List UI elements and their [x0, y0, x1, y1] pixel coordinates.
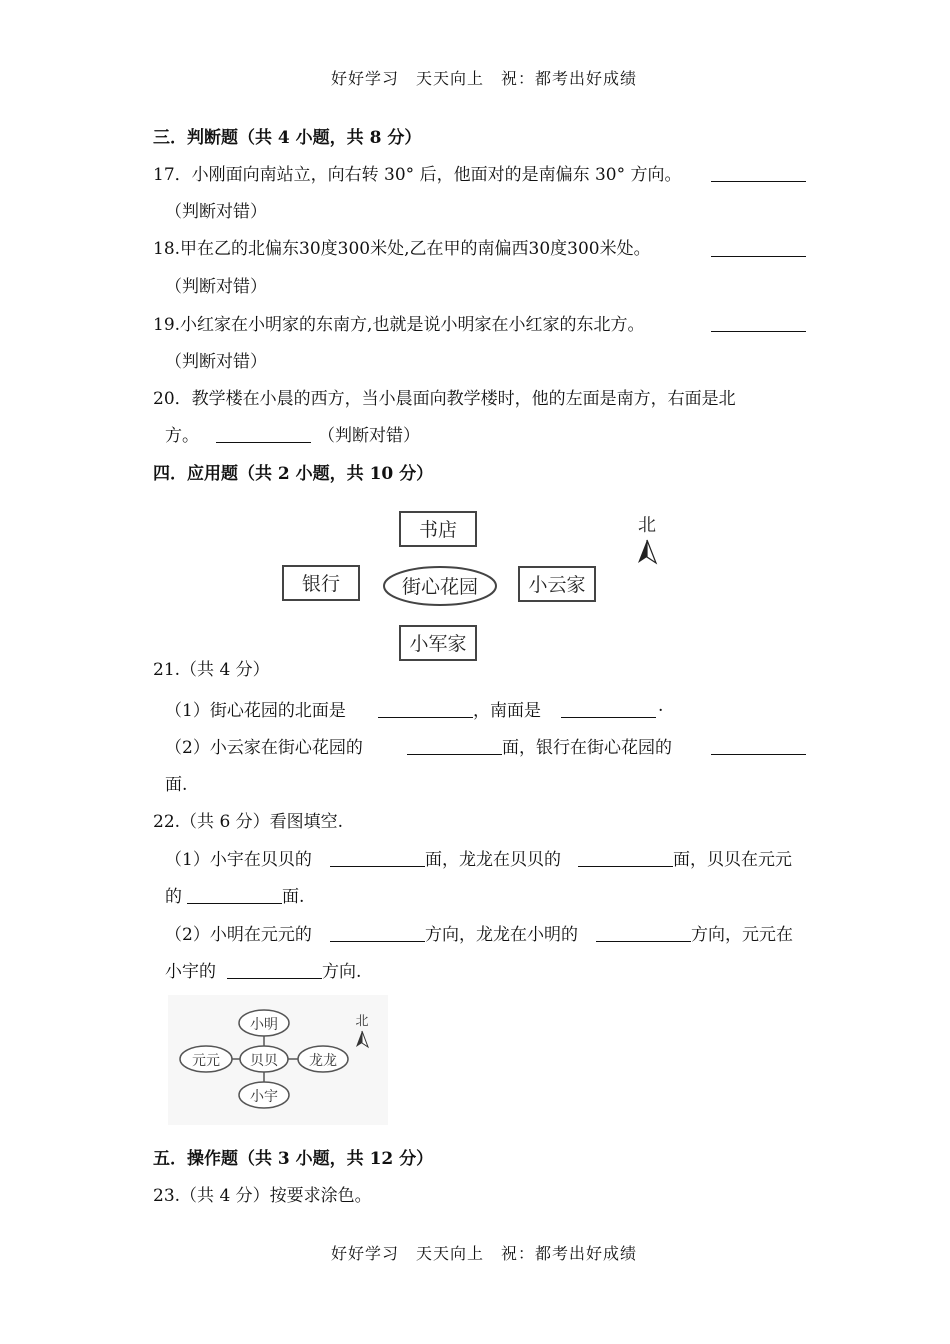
q21-p1-text-b: ，南面是 [473, 701, 541, 721]
question-18: 18.甲在乙的北偏东30度300米处,乙在甲的南偏西30度300米处。 [153, 239, 651, 259]
question-20-answer-blank[interactable] [216, 441, 311, 443]
question-18-answer-blank[interactable] [711, 255, 806, 257]
map2-label-center: 贝贝 [250, 1053, 278, 1069]
map-diagram-2 [168, 995, 388, 1125]
q22-p2-text-c: 方向，元元在 [691, 925, 793, 945]
question-21-part1 [165, 696, 346, 721]
page-footer: 好好学习 天天向上 祝：都考出好成绩 [331, 1244, 638, 1263]
q22-p1-text-a: （1）小宇在贝贝的 [165, 850, 312, 870]
question-17 [153, 160, 682, 185]
q22-p1-text-c: 面，贝贝在元元 [673, 850, 792, 870]
map2-label-bottom: 小宇 [250, 1089, 278, 1105]
map1-north-arrow-icon [638, 540, 647, 563]
q21-p2-blank-2[interactable] [711, 753, 806, 755]
q21-p2-text-a: （2）小云家在街心花园的 [165, 738, 363, 758]
question-19-note: （判断对错） [165, 352, 267, 372]
question-20-note: （判断对错） [318, 426, 420, 446]
q22-p2-text-e: 方向. [322, 962, 362, 982]
section-3-title: 三．判断题（共 4 小题，共 8 分） [153, 128, 422, 148]
question-23-head: 23.（共 4 分）按要求涂色。 [153, 1186, 372, 1206]
map1-label-center: 街心花园 [401, 576, 479, 598]
q22-p1-blank-2[interactable] [578, 865, 673, 867]
q22-p1-text-b: 面，龙龙在贝贝的 [425, 850, 561, 870]
question-20-line2 [165, 421, 199, 446]
q22-p2-blank-1[interactable] [330, 940, 425, 942]
map2-label-right: 龙龙 [309, 1053, 337, 1069]
map1-label-bottom: 小军家 [409, 633, 467, 655]
map1-label-right: 小云家 [528, 574, 586, 596]
q21-p1-blank-2[interactable] [561, 716, 656, 718]
page-header: 好好学习 天天向上 祝：都考出好成绩 [331, 69, 638, 88]
question-17-note: （判断对错） [165, 202, 267, 222]
question-22-head: 22.（共 6 分）看图填空. [153, 812, 344, 832]
question-20-line1: 20．教学楼在小晨的西方，当小晨面向教学楼时，他的左面是南方，右面是北 [153, 389, 736, 409]
q22-p2-text-a: （2）小明在元元的 [165, 925, 312, 945]
section-4-title: 四．应用题（共 2 小题，共 10 分） [153, 464, 434, 484]
q22-p2-blank-3[interactable] [227, 977, 322, 979]
q21-p1-text-c: . [658, 696, 664, 716]
map1-label-left: 银行 [301, 573, 341, 595]
map1-label-top: 书店 [418, 519, 458, 541]
map2-label-left: 元元 [192, 1053, 220, 1069]
map1-north-label: 北 [638, 515, 656, 536]
question-17-answer-blank[interactable] [711, 180, 806, 182]
question-17-text: 17．小刚面向南站立，向右转 30° 后，他面对的是南偏东 30° 方向。 [153, 165, 682, 185]
q22-p2-blank-2[interactable] [596, 940, 691, 942]
q21-p2-text-b: 面，银行在街心花园的 [502, 738, 672, 758]
question-20-prefix: 方。 [165, 426, 199, 446]
q21-p1-blank-1[interactable] [378, 716, 473, 718]
q22-p1-text-e: 面. [282, 887, 305, 907]
map2-label-top: 小明 [250, 1017, 278, 1033]
q22-p1-blank-3[interactable] [187, 902, 282, 904]
q21-p2-blank-1[interactable] [407, 753, 502, 755]
map-diagram-1 [270, 500, 690, 670]
q22-p1-text-d: 的 [165, 887, 182, 907]
q22-p2-text-b: 方向，龙龙在小明的 [425, 925, 578, 945]
q21-p2-text-c: 面. [165, 775, 188, 795]
map2-north-label: 北 [355, 1014, 369, 1029]
question-19: 19.小红家在小明家的东南方,也就是说小明家在小红家的东北方。 [153, 315, 645, 335]
q22-p2-text-d: 小宇的 [165, 962, 216, 982]
question-19-answer-blank[interactable] [711, 330, 806, 332]
q21-p1-text-a: （1）街心花园的北面是 [165, 701, 346, 721]
question-21-head: 21.（共 4 分） [153, 660, 270, 680]
section-5-title: 五．操作题（共 3 小题，共 12 分） [153, 1149, 434, 1169]
question-18-note: （判断对错） [165, 277, 267, 297]
q22-p1-blank-1[interactable] [330, 865, 425, 867]
